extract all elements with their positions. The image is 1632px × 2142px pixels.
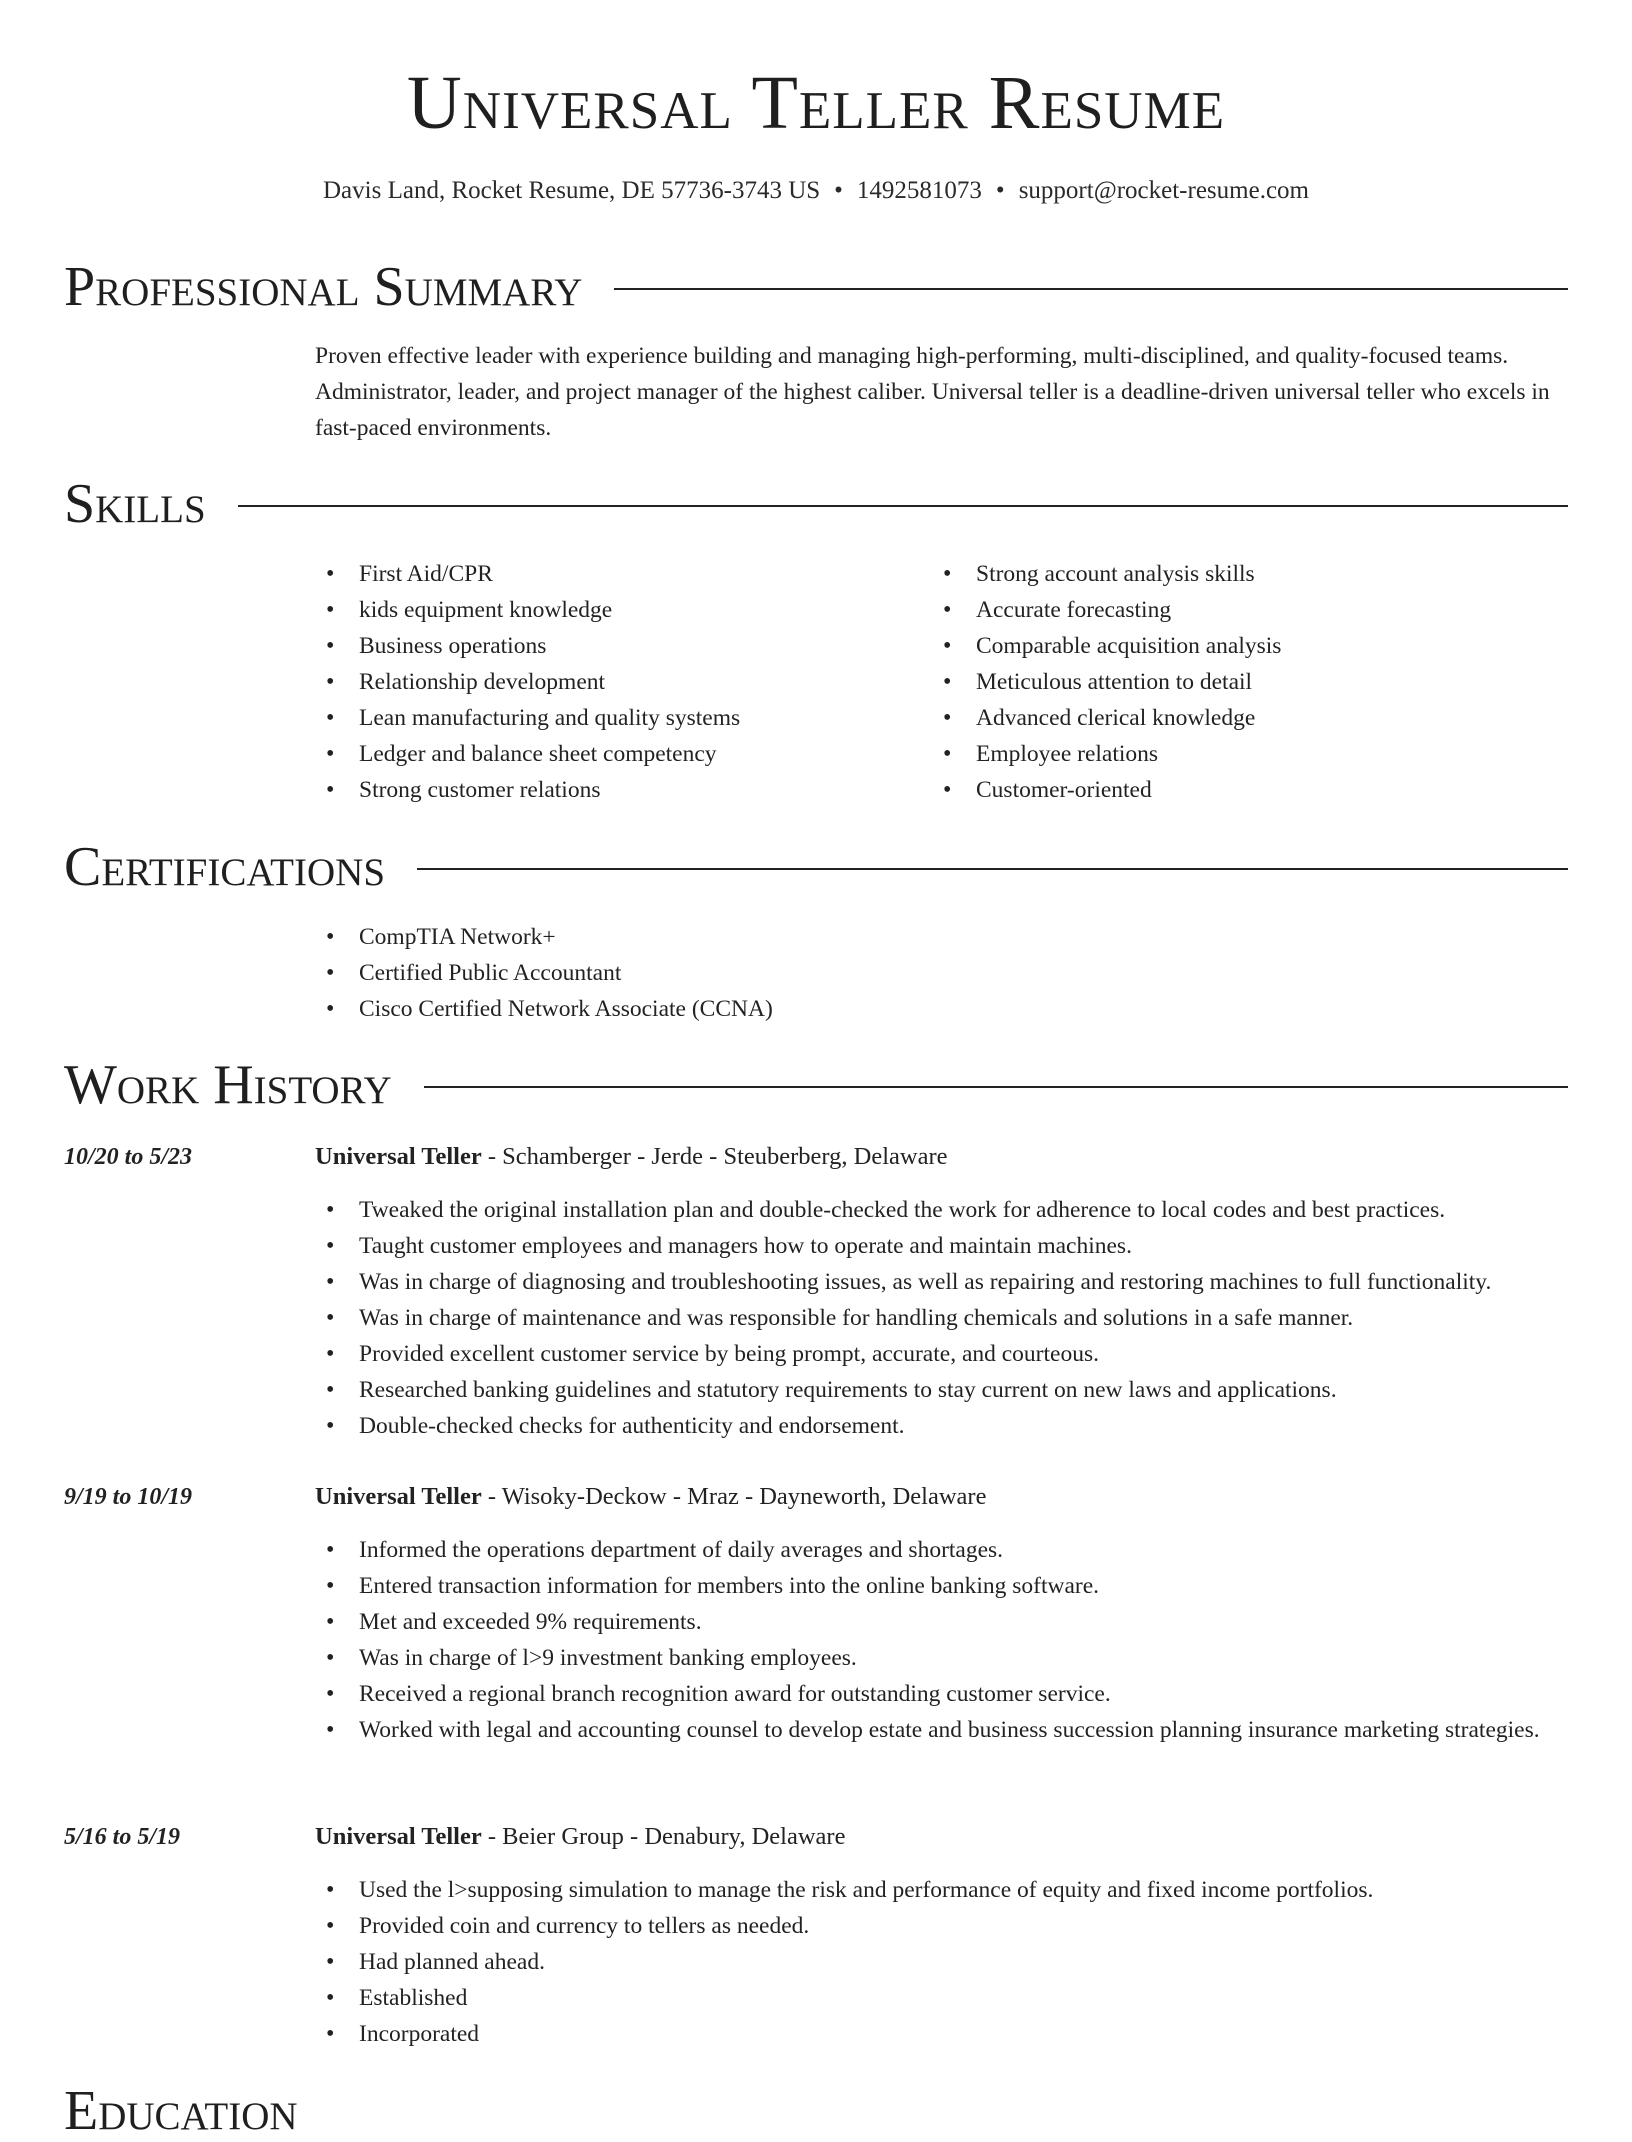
skill-item: • kids equipment knowledge	[315, 592, 915, 628]
skills-list-right	[932, 556, 1568, 808]
work-history-section-header	[64, 1054, 1568, 1116]
summary-text: Proven effective leader with experience building and managing high-performing, multi-disciplined, and quality-focused teams. Administrator, leader, and project manager of the highest caliber. Universal teller is a deadline-driven universal teller who excels in fast-paced environments.	[315, 343, 1550, 441]
skills-heading: Skills	[64, 473, 206, 535]
skill-item: • Employee relations	[932, 736, 1568, 772]
summary-section-header	[64, 256, 1568, 318]
skill-item: • Strong account analysis skills	[932, 556, 1568, 592]
job-bullets	[315, 1532, 1568, 1748]
resume-title: Universal Teller Resume	[406, 61, 1226, 145]
job-bullet: • Used the l>supposing simulation to manage the risk and performance of equity and fixed income portfolios.	[315, 1872, 1568, 1908]
certifications-heading: Certifications	[64, 836, 386, 898]
job-bullet: • Informed the operations department of daily averages and shortages.	[315, 1532, 1568, 1568]
skill-item: • Relationship development	[315, 664, 915, 700]
job-bullet: • Was in charge of diagnosing and troubleshooting issues, as well as repairing and restoring machines to full functionality.	[315, 1264, 1568, 1300]
skill-item: • Advanced clerical knowledge	[932, 700, 1568, 736]
section-divider	[424, 1086, 1568, 1088]
skill-item: • Ledger and balance sheet competency	[315, 736, 915, 772]
certification-item: • Cisco Certified Network Associate (CCNA)	[315, 991, 1568, 1027]
contact-address: Davis Land, Rocket Resume, DE 57736-3743 US	[323, 177, 821, 204]
contact-email: support@rocket-resume.com	[1018, 177, 1309, 204]
job-dates: 10/20 to 5/23	[64, 1144, 193, 1170]
summary-heading: Professional Summary	[64, 256, 583, 318]
job-bullet: • Double-checked checks for authenticity and endorsement.	[315, 1408, 1568, 1444]
contact-separator: •	[834, 177, 843, 204]
skill-item: • First Aid/CPR	[315, 556, 915, 592]
job-employer: - Schamberger - Jerde - Steuberberg, Delaware	[481, 1143, 948, 1170]
job-bullet: • Met and exceeded 9% requirements.	[315, 1604, 1568, 1640]
skill-item: • Customer-oriented	[932, 772, 1568, 808]
job-bullet: • Tweaked the original installation plan and double-checked the work for adherence to local codes and best practices.	[315, 1192, 1568, 1228]
skills-section-header	[64, 473, 1568, 535]
job-heading	[315, 1819, 845, 1855]
certification-item: • Certified Public Accountant	[315, 955, 1568, 991]
job-bullet: • Was in charge of l>9 investment banking employees.	[315, 1640, 1568, 1676]
skill-item: • Lean manufacturing and quality systems	[315, 700, 915, 736]
job-heading	[315, 1139, 948, 1175]
section-divider	[614, 288, 1568, 290]
job-bullet: • Worked with legal and accounting counsel to develop estate and business succession planning insurance marketing strategies.	[315, 1712, 1568, 1748]
job-bullets	[315, 1192, 1568, 1444]
job-role: Universal Teller	[315, 1143, 482, 1170]
contact-phone: 1492581073	[856, 177, 982, 204]
skill-item: • Meticulous attention to detail	[932, 664, 1568, 700]
skill-item: • Accurate forecasting	[932, 592, 1568, 628]
section-divider	[417, 868, 1568, 870]
job-bullet: • Provided excellent customer service by being prompt, accurate, and courteous.	[315, 1336, 1568, 1372]
job-bullets	[315, 1872, 1568, 2052]
certifications-section-header	[64, 836, 1568, 898]
skill-item: • Comparable acquisition analysis	[932, 628, 1568, 664]
job-bullet: • Taught customer employees and managers how to operate and maintain machines.	[315, 1228, 1568, 1264]
skills-list-left	[315, 556, 915, 808]
contact-line	[0, 174, 1632, 208]
job-bullet: • Received a regional branch recognition award for outstanding customer service.	[315, 1676, 1568, 1712]
certifications-list	[315, 919, 1568, 1027]
job-bullet: • Was in charge of maintenance and was responsible for handling chemicals and solutions in a safe manner.	[315, 1300, 1568, 1336]
contact-separator: •	[995, 177, 1005, 204]
certification-item: • CompTIA Network+	[315, 919, 1568, 955]
skill-item: • Strong customer relations	[315, 772, 915, 808]
skill-item: • Business operations	[315, 628, 915, 664]
job-employer: - Beier Group - Denabury, Delaware	[481, 1823, 846, 1850]
job-dates: 9/19 to 10/19	[64, 1484, 193, 1510]
job-role: Universal Teller	[315, 1483, 482, 1510]
job-role: Universal Teller	[315, 1823, 482, 1850]
job-bullet: • Provided coin and currency to tellers as needed.	[315, 1908, 1568, 1944]
job-employer: - Wisoky-Deckow - Mraz - Dayneworth, Delaware	[481, 1483, 987, 1510]
job-heading	[315, 1479, 986, 1515]
education-heading: Education	[64, 2080, 298, 2142]
job-bullet: • Established	[315, 1980, 1568, 2016]
job-bullet: • Had planned ahead.	[315, 1944, 1568, 1980]
job-bullet: • Incorporated	[315, 2016, 1568, 2052]
job-dates: 5/16 to 5/19	[64, 1824, 181, 1850]
work-history-heading: Work History	[64, 1054, 392, 1116]
education-section-header	[64, 2080, 1568, 2142]
job-bullet: • Entered transaction information for members into the online banking software.	[315, 1568, 1568, 1604]
job-bullet: • Researched banking guidelines and statutory requirements to stay current on new laws and applications.	[315, 1372, 1568, 1408]
section-divider	[238, 505, 1568, 507]
